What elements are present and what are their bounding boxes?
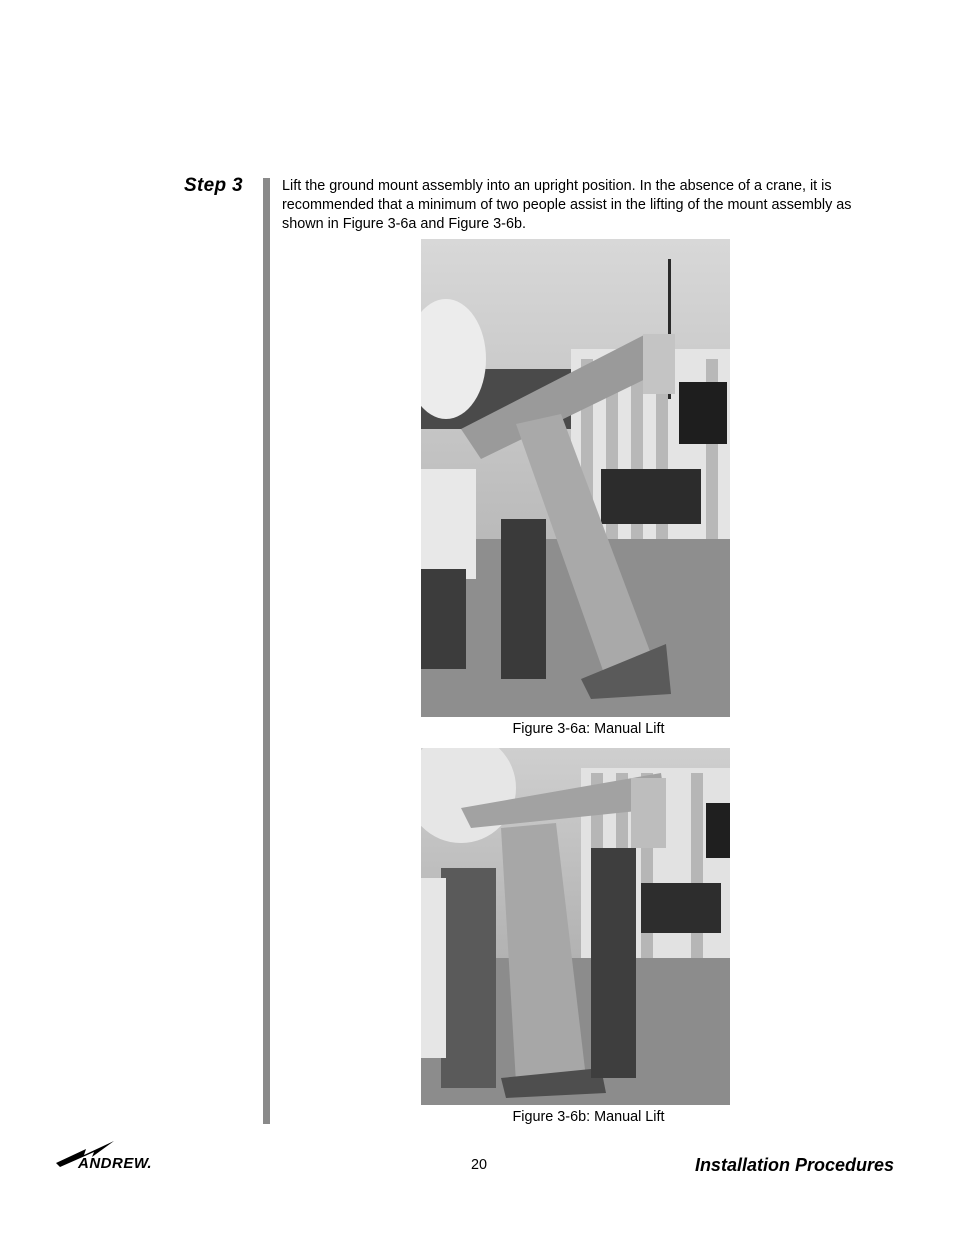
section-rule — [263, 178, 270, 1124]
andrew-logo — [56, 1141, 172, 1175]
step-instructions: Lift the ground mount assembly into an upright position. In the absence of a crane, it is recommended that a minimum of two people assist in the lifting of the mount assembly as shown in Figure 3-6a and Figure 3-6b. — [282, 178, 852, 232]
section-title: Installation Procedures — [694, 1155, 894, 1175]
logo-wordmark: ANDREW. — [78, 1155, 153, 1172]
figure-3-6a-photo — [421, 239, 730, 717]
figure-3-6a-caption: Figure 3-6a: Manual Lift — [512, 721, 665, 737]
figure-3-6b-photo — [421, 748, 730, 1105]
figure-3-6b-caption: Figure 3-6b: Manual Lift — [512, 1109, 665, 1125]
step-label: Step 3 — [184, 175, 243, 196]
page-number: 20 — [471, 1157, 488, 1173]
